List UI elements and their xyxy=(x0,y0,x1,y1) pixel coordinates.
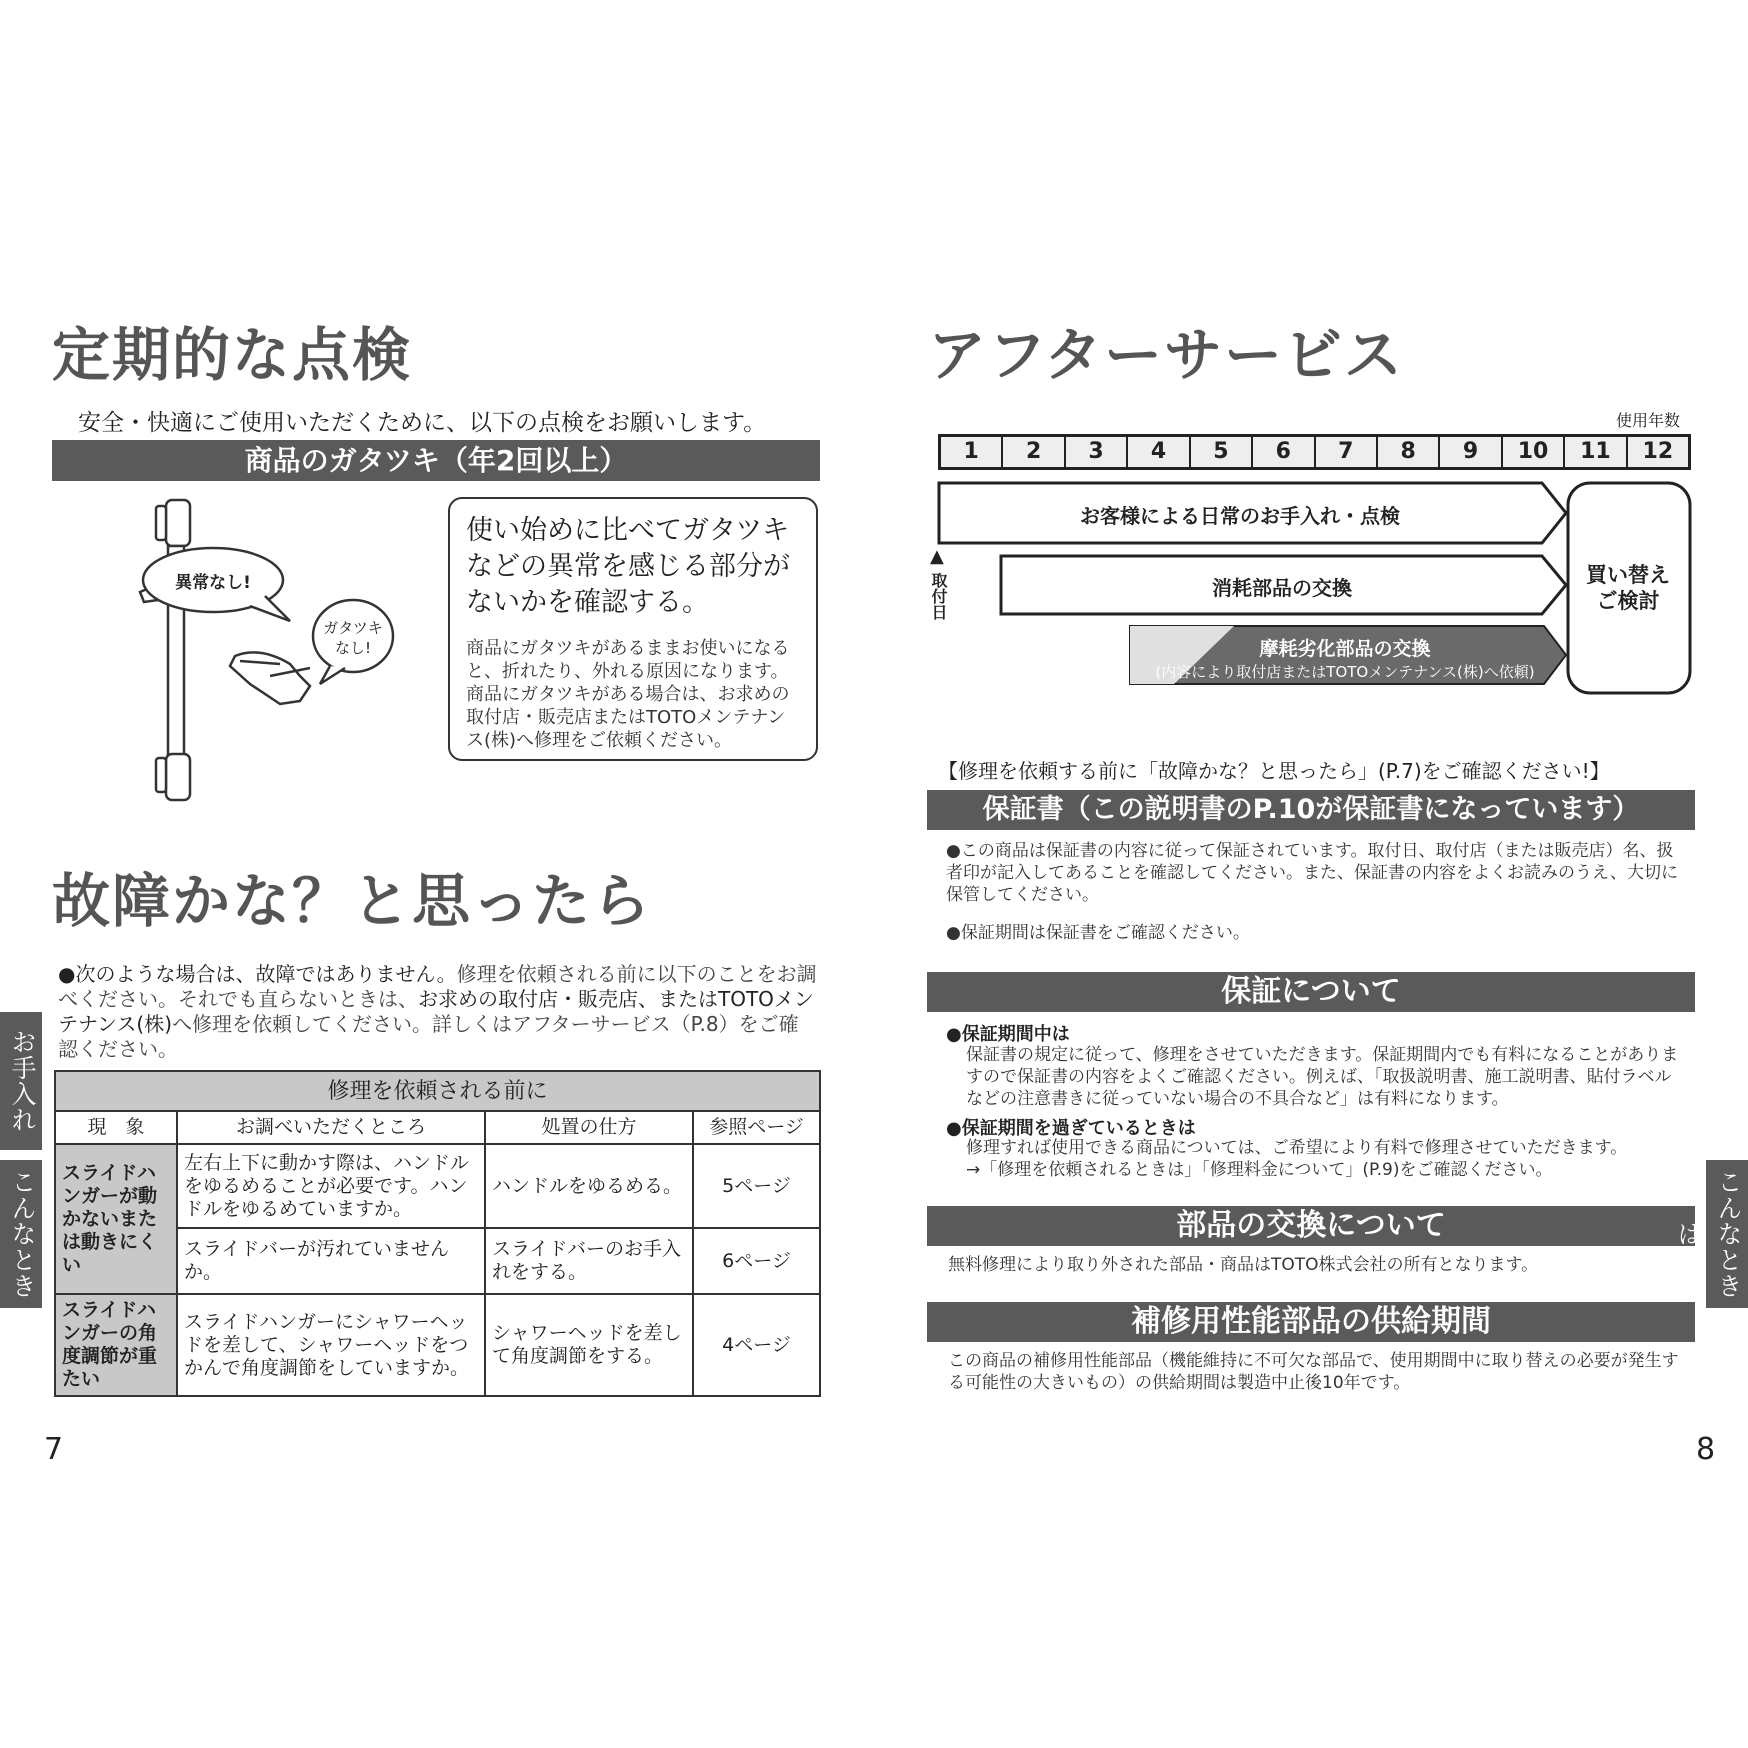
tab-trouble-right[interactable]: こんなときは xyxy=(1706,1160,1748,1308)
year-cell: 5 xyxy=(1191,437,1253,467)
table-row xyxy=(55,1144,820,1228)
year-cell: 9 xyxy=(1440,437,1502,467)
trouble-intro-text2: へ修理を依頼してください。詳しくはアフターサービス（P.8）をご確認ください。 xyxy=(58,1012,799,1061)
repair-table xyxy=(54,1070,821,1397)
year-cell: 3 xyxy=(1066,437,1128,467)
year-cell: 6 xyxy=(1253,437,1315,467)
page-title-inspection: 定期的な点検 xyxy=(52,321,413,389)
years-label: 使用年数 xyxy=(1616,411,1681,430)
repair-notice: 【修理を依頼する前に「故障かな？と思ったら」(P.7)をご確認ください!】 xyxy=(938,759,1610,783)
about-warranty-bar: 保証について xyxy=(927,972,1695,1012)
within-warranty-heading: ●保証期間中は xyxy=(946,1024,1070,1045)
supply-text: この商品の補修用性能部品（機能維持に不可欠な部品で、使用期間中に取り替えの必要が発生する可能性の大きいもの）の供給期間は製造中止後10年です。 xyxy=(948,1351,1679,1393)
check-cell: 左右上下に動かす際は、ハンドルをゆるめることが必要です。ハンドルをゆるめていますか。 xyxy=(177,1144,485,1228)
action-cell: スライドバーのお手入れをする。 xyxy=(485,1228,693,1294)
inspection-box xyxy=(448,497,818,761)
header-symptom: 現 象 xyxy=(55,1111,177,1144)
arrow-wear-parts-title: 摩耗劣化部品の交換 xyxy=(1259,638,1431,660)
warranty-text: ●この商品は保証書の内容に従って保証されています。取付日、取付店（または販売店）名、扱者印が記入してあることを確認してください。また、保証書の内容をよくお読みのうえ、大切に保管してください。 xyxy=(946,841,1679,905)
slide-bar-illustration xyxy=(130,496,450,816)
action-cell: ハンドルをゆるめる。 xyxy=(485,1144,693,1228)
header-action: 処置の仕方 xyxy=(485,1111,693,1144)
after-warranty-text2: →「修理を依頼されるときは」「修理料金について」(P.9)をご確認ください。 xyxy=(966,1160,1553,1180)
arrow-daily-care: お客様による日常のお手入れ・点検 xyxy=(1080,504,1400,528)
arrow-wear-parts-sub: (内容により取付店またはTOTOメンテナンス(株)へ依頼) xyxy=(1155,663,1535,681)
check-cell: スライドハンガーにシャワーヘッドを差して、シャワーヘッドをつかんで角度調節をしていますか。 xyxy=(177,1294,485,1396)
years-row xyxy=(938,434,1691,470)
table-row xyxy=(55,1294,820,1396)
install-date-marker: ▲ xyxy=(930,546,944,567)
supply-bar: 補修用性能部品の供給期間 xyxy=(927,1302,1695,1342)
year-cell: 7 xyxy=(1316,437,1378,467)
parts-text: 無料修理により取り外された部品・商品はTOTO株式会社の所有となります。 xyxy=(948,1255,1539,1275)
year-cell: 11 xyxy=(1565,437,1627,467)
tab-trouble-left[interactable]: こんなとき xyxy=(0,1160,42,1308)
after-warranty-text1: 修理すれば使用できる商品については、ご希望により有料で修理させていただきます。 xyxy=(966,1138,1628,1158)
repair-table-wrap xyxy=(54,1070,821,1397)
within-warranty-text: 保証書の規定に従って、修理をさせていただきます。保証期間内でも有料になることがありますので保証書の内容をよくご確認ください。例えば、「取扱説明書、施工説明書、貼付ラベルなどの注意書きに従っていない場合の不具合など」は有料になります。 xyxy=(966,1045,1679,1109)
warranty-period: ●保証期間は保証書をご確認ください。 xyxy=(946,923,1250,943)
page-cell: 6ページ xyxy=(693,1228,820,1294)
trouble-intro-bold1: ●次のような場合は、故障ではありません。 xyxy=(58,962,457,986)
trouble-intro xyxy=(58,962,818,1062)
inspection-box-heading: 使い始めに比べてガタツキなどの異常を感じる部分がないかを確認する。 xyxy=(466,515,790,618)
year-cell: 1 xyxy=(941,437,1003,467)
bubble-rattle-line2: なし! xyxy=(334,639,372,657)
trouble-intro-bold2: お求めの取付店・販売店、またはTOTOメンテナンス(株) xyxy=(58,987,814,1036)
page-title-trouble: 故障かな？と思ったら xyxy=(52,867,653,935)
bubble-rattle-line1: ガタツキ xyxy=(323,619,383,637)
warranty-bar: 保証書（この説明書のP.10が保証書になっています） xyxy=(927,790,1695,830)
inspection-bar: 商品のガタツキ（年2回以上） xyxy=(52,440,820,481)
after-warranty-heading: ●保証期間を過ぎているときは xyxy=(946,1118,1196,1139)
inspection-intro: 安全・快適にご使用いただくために、以下の点検をお願いします。 xyxy=(78,410,767,436)
year-cell: 2 xyxy=(1003,437,1065,467)
header-check: お調べいただくところ xyxy=(177,1111,485,1144)
check-cell: スライドバーが汚れていませんか。 xyxy=(177,1228,485,1294)
page-cell: 4ページ xyxy=(693,1294,820,1396)
repair-table-caption: 修理を依頼される前に xyxy=(55,1071,820,1111)
page-cell: 5ページ xyxy=(693,1144,820,1228)
year-cell: 12 xyxy=(1642,439,1674,464)
trouble-intro-text1: 修理を依頼される前に以下のことをお調べください。それでも直らないときは、 xyxy=(58,962,817,1011)
action-cell: シャワーヘッドを差して角度調節をする。 xyxy=(485,1294,693,1396)
page-title-after-service: アフターサービス xyxy=(928,321,1404,389)
install-date-label: 取付日 xyxy=(929,572,948,620)
header-page: 参照ページ xyxy=(693,1111,820,1144)
inspection-box-body: 商品にガタツキがあるままお使いになると、折れたり、外れる原因になります。商品にガタツキがある場合は、お求めの取付店・販売店またはTOTOメンテナンス(株)へ修理をご依頼ください。 xyxy=(466,638,790,751)
bubble-ok: 異常なし! xyxy=(175,573,251,593)
symptom-cell: スライドハンガーが動かないまたは動きにくい xyxy=(55,1144,177,1294)
parts-bar: 部品の交換について xyxy=(927,1206,1695,1246)
year-cell: 4 xyxy=(1128,437,1190,467)
page-number-right: 8 xyxy=(1696,1432,1716,1467)
arrow-consumable-parts: 消耗部品の交換 xyxy=(1212,576,1352,600)
replace-consider: 買い替え ご検討 xyxy=(1586,563,1670,613)
year-cell: 10 xyxy=(1503,437,1565,467)
year-cell: 8 xyxy=(1378,437,1440,467)
page-number-left: 7 xyxy=(44,1432,64,1467)
symptom-cell: スライドハンガーの角度調節が重たい xyxy=(55,1294,177,1396)
tab-care[interactable]: お手入れ xyxy=(0,1012,42,1150)
